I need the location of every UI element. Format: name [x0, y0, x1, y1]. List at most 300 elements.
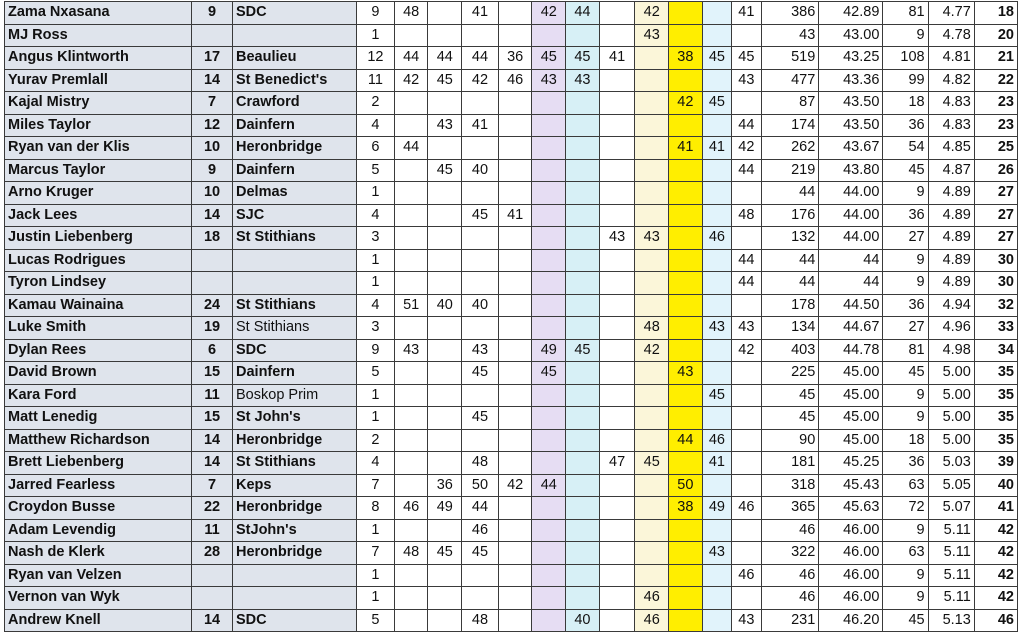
round-score	[702, 519, 731, 542]
per-hole-average: 5.11	[928, 564, 974, 587]
player-name: Brett Liebenberg	[5, 452, 192, 475]
par-total: 36	[883, 452, 928, 475]
round-score	[566, 204, 600, 227]
round-score	[732, 542, 761, 565]
round-score	[566, 92, 600, 115]
round-score	[532, 24, 566, 47]
player-age: 22	[192, 497, 233, 520]
rank: 30	[974, 249, 1017, 272]
rank: 33	[974, 317, 1017, 340]
round-score: 41	[599, 47, 635, 70]
table-row	[5, 452, 1018, 475]
round-score	[566, 519, 600, 542]
table-row	[5, 384, 1018, 407]
rank: 20	[974, 24, 1017, 47]
rounds-count: 3	[357, 317, 395, 340]
round-score	[394, 407, 428, 430]
average-score: 44	[819, 249, 883, 272]
round-score: 45	[428, 159, 462, 182]
round-score: 40	[462, 294, 499, 317]
round-score: 44	[566, 2, 600, 25]
player-name: MJ Ross	[5, 24, 192, 47]
total-score: 219	[761, 159, 819, 182]
player-age: 11	[192, 384, 233, 407]
round-score	[498, 92, 532, 115]
rank: 27	[974, 182, 1017, 205]
average-score: 42.89	[819, 2, 883, 25]
table-row	[5, 2, 1018, 25]
table-row	[5, 362, 1018, 385]
player-age: 14	[192, 204, 233, 227]
player-age: 10	[192, 182, 233, 205]
round-score: 46	[702, 429, 731, 452]
per-hole-average: 4.85	[928, 137, 974, 160]
player-name: Matt Lenedig	[5, 407, 192, 430]
table-row	[5, 182, 1018, 205]
average-score: 45.00	[819, 384, 883, 407]
round-score: 43	[532, 69, 566, 92]
round-score	[498, 362, 532, 385]
rounds-count: 3	[357, 227, 395, 250]
round-score: 42	[394, 69, 428, 92]
round-score: 46	[702, 227, 731, 250]
player-age: 19	[192, 317, 233, 340]
round-score	[599, 272, 635, 295]
player-club: Heronbridge	[233, 542, 357, 565]
round-score	[669, 114, 703, 137]
round-score	[498, 272, 532, 295]
total-score: 225	[761, 362, 819, 385]
round-score	[498, 407, 532, 430]
rank: 27	[974, 204, 1017, 227]
round-score: 44	[394, 137, 428, 160]
per-hole-average: 5.11	[928, 519, 974, 542]
round-score	[498, 497, 532, 520]
round-score: 41	[732, 2, 761, 25]
round-score	[732, 474, 761, 497]
player-name: Justin Liebenberg	[5, 227, 192, 250]
rank: 30	[974, 272, 1017, 295]
round-score	[532, 519, 566, 542]
round-score	[732, 384, 761, 407]
round-score: 48	[394, 542, 428, 565]
player-name: Jack Lees	[5, 204, 192, 227]
round-score	[532, 92, 566, 115]
round-score	[702, 204, 731, 227]
rounds-count: 4	[357, 294, 395, 317]
round-score: 38	[669, 497, 703, 520]
round-score	[532, 587, 566, 610]
round-score	[669, 294, 703, 317]
round-score	[532, 272, 566, 295]
table-row	[5, 92, 1018, 115]
round-score	[599, 474, 635, 497]
round-score: 45	[462, 407, 499, 430]
table-row	[5, 24, 1018, 47]
round-score: 41	[702, 452, 731, 475]
player-name: Vernon van Wyk	[5, 587, 192, 610]
rank: 42	[974, 564, 1017, 587]
average-score: 43.36	[819, 69, 883, 92]
round-score	[635, 159, 669, 182]
round-score	[566, 362, 600, 385]
round-score	[669, 159, 703, 182]
round-score	[669, 384, 703, 407]
player-club: St Stithians	[233, 227, 357, 250]
round-score	[702, 272, 731, 295]
total-score: 87	[761, 92, 819, 115]
round-score	[702, 587, 731, 610]
per-hole-average: 4.83	[928, 92, 974, 115]
round-score: 36	[428, 474, 462, 497]
round-score: 44	[669, 429, 703, 452]
player-age: 14	[192, 452, 233, 475]
player-name: Arno Kruger	[5, 182, 192, 205]
round-score	[498, 609, 532, 632]
par-total: 9	[883, 24, 928, 47]
table-row	[5, 47, 1018, 70]
round-score	[532, 114, 566, 137]
per-hole-average: 4.94	[928, 294, 974, 317]
rank: 35	[974, 362, 1017, 385]
average-score: 43.50	[819, 92, 883, 115]
round-score	[702, 362, 731, 385]
round-score	[702, 69, 731, 92]
player-name: Andrew Knell	[5, 609, 192, 632]
rounds-count: 12	[357, 47, 395, 70]
round-score	[599, 182, 635, 205]
round-score	[566, 114, 600, 137]
player-club: St Benedict's	[233, 69, 357, 92]
round-score: 45	[702, 92, 731, 115]
rounds-count: 7	[357, 542, 395, 565]
round-score: 42	[732, 339, 761, 362]
round-score	[669, 407, 703, 430]
round-score	[462, 429, 499, 452]
round-score	[394, 452, 428, 475]
rounds-count: 1	[357, 407, 395, 430]
round-score	[498, 587, 532, 610]
round-score: 46	[635, 587, 669, 610]
round-score	[498, 2, 532, 25]
round-score	[428, 182, 462, 205]
par-total: 63	[883, 474, 928, 497]
player-club: Dainfern	[233, 362, 357, 385]
round-score	[732, 227, 761, 250]
round-score: 46	[498, 69, 532, 92]
per-hole-average: 4.96	[928, 317, 974, 340]
rounds-count: 4	[357, 452, 395, 475]
player-name: Ryan van der Klis	[5, 137, 192, 160]
par-total: 9	[883, 384, 928, 407]
round-score	[532, 429, 566, 452]
par-total: 72	[883, 497, 928, 520]
rounds-count: 9	[357, 339, 395, 362]
player-club	[233, 24, 357, 47]
player-name: Luke Smith	[5, 317, 192, 340]
per-hole-average: 4.89	[928, 204, 974, 227]
round-score	[599, 362, 635, 385]
total-score: 132	[761, 227, 819, 250]
round-score	[462, 249, 499, 272]
round-score	[732, 24, 761, 47]
player-age: 15	[192, 362, 233, 385]
rounds-count: 2	[357, 429, 395, 452]
player-club: SDC	[233, 609, 357, 632]
rounds-count: 11	[357, 69, 395, 92]
round-score: 42	[635, 339, 669, 362]
round-score	[669, 317, 703, 340]
table-row	[5, 519, 1018, 542]
round-score	[428, 227, 462, 250]
round-score: 45	[732, 47, 761, 70]
round-score: 43	[394, 339, 428, 362]
round-score: 46	[732, 497, 761, 520]
par-total: 9	[883, 272, 928, 295]
round-score	[428, 429, 462, 452]
round-score	[498, 317, 532, 340]
round-score: 44	[732, 272, 761, 295]
player-age: 12	[192, 114, 233, 137]
round-score	[428, 249, 462, 272]
round-score: 43	[732, 317, 761, 340]
round-score	[532, 384, 566, 407]
round-score	[394, 609, 428, 632]
player-age: 7	[192, 92, 233, 115]
total-score: 178	[761, 294, 819, 317]
table-row	[5, 429, 1018, 452]
round-score	[394, 182, 428, 205]
round-score: 43	[669, 362, 703, 385]
round-score	[498, 137, 532, 160]
round-score	[635, 92, 669, 115]
round-score	[599, 429, 635, 452]
round-score: 43	[635, 227, 669, 250]
total-score: 262	[761, 137, 819, 160]
rounds-count: 1	[357, 519, 395, 542]
per-hole-average: 5.00	[928, 429, 974, 452]
round-score: 42	[462, 69, 499, 92]
table-row	[5, 159, 1018, 182]
round-score	[428, 339, 462, 362]
round-score: 44	[462, 47, 499, 70]
player-club: Boskop Prim	[233, 384, 357, 407]
round-score	[428, 24, 462, 47]
round-score: 43	[428, 114, 462, 137]
round-score: 46	[462, 519, 499, 542]
par-total: 45	[883, 609, 928, 632]
total-score: 45	[761, 407, 819, 430]
round-score	[532, 227, 566, 250]
round-score	[428, 384, 462, 407]
par-total: 81	[883, 339, 928, 362]
player-club	[233, 249, 357, 272]
table-row	[5, 294, 1018, 317]
player-club	[233, 564, 357, 587]
round-score: 41	[462, 114, 499, 137]
player-name: Dylan Rees	[5, 339, 192, 362]
per-hole-average: 5.11	[928, 542, 974, 565]
round-score: 40	[428, 294, 462, 317]
player-club: Dainfern	[233, 114, 357, 137]
rounds-count: 7	[357, 474, 395, 497]
total-score: 90	[761, 429, 819, 452]
round-score	[669, 69, 703, 92]
par-total: 27	[883, 317, 928, 340]
results-body	[5, 2, 1018, 632]
round-score: 48	[635, 317, 669, 340]
round-score	[669, 182, 703, 205]
round-score: 43	[732, 69, 761, 92]
round-score	[566, 249, 600, 272]
round-score	[635, 294, 669, 317]
round-score	[669, 204, 703, 227]
round-score: 44	[732, 249, 761, 272]
round-score	[532, 542, 566, 565]
par-total: 18	[883, 429, 928, 452]
round-score: 45	[566, 339, 600, 362]
player-name: David Brown	[5, 362, 192, 385]
round-score: 45	[566, 47, 600, 70]
player-age: 15	[192, 407, 233, 430]
player-club: Heronbridge	[233, 497, 357, 520]
average-score: 45.63	[819, 497, 883, 520]
table-row	[5, 204, 1018, 227]
round-score: 42	[635, 2, 669, 25]
round-score: 42	[669, 92, 703, 115]
round-score	[428, 407, 462, 430]
round-score	[498, 429, 532, 452]
par-total: 36	[883, 294, 928, 317]
rank: 40	[974, 474, 1017, 497]
round-score: 43	[702, 542, 731, 565]
par-total: 63	[883, 542, 928, 565]
total-score: 519	[761, 47, 819, 70]
table-row	[5, 249, 1018, 272]
rounds-count: 5	[357, 609, 395, 632]
rounds-count: 1	[357, 272, 395, 295]
round-score	[635, 384, 669, 407]
round-score: 44	[462, 497, 499, 520]
round-score	[635, 474, 669, 497]
total-score: 231	[761, 609, 819, 632]
round-score	[462, 137, 499, 160]
rank: 34	[974, 339, 1017, 362]
total-score: 44	[761, 249, 819, 272]
player-club: Delmas	[233, 182, 357, 205]
round-score: 44	[532, 474, 566, 497]
round-score	[702, 249, 731, 272]
average-score: 46.00	[819, 564, 883, 587]
round-score	[532, 182, 566, 205]
rank: 41	[974, 497, 1017, 520]
table-row	[5, 407, 1018, 430]
average-score: 43.67	[819, 137, 883, 160]
round-score	[635, 519, 669, 542]
player-name: Nash de Klerk	[5, 542, 192, 565]
round-score: 45	[702, 384, 731, 407]
round-score	[394, 227, 428, 250]
round-score	[669, 564, 703, 587]
round-score: 41	[669, 137, 703, 160]
round-score: 49	[428, 497, 462, 520]
round-score: 48	[732, 204, 761, 227]
round-score	[428, 587, 462, 610]
player-age: 7	[192, 474, 233, 497]
player-club: Heronbridge	[233, 429, 357, 452]
rank: 39	[974, 452, 1017, 475]
per-hole-average: 5.07	[928, 497, 974, 520]
results-table	[4, 1, 1018, 632]
par-total: 9	[883, 407, 928, 430]
per-hole-average: 5.00	[928, 362, 974, 385]
round-score	[599, 519, 635, 542]
player-age: 6	[192, 339, 233, 362]
player-club: Crawford	[233, 92, 357, 115]
par-total: 81	[883, 2, 928, 25]
per-hole-average: 4.83	[928, 114, 974, 137]
round-score: 49	[702, 497, 731, 520]
round-score	[428, 317, 462, 340]
round-score	[635, 204, 669, 227]
round-score	[599, 249, 635, 272]
round-score	[732, 429, 761, 452]
round-score	[428, 204, 462, 227]
round-score: 47	[599, 452, 635, 475]
round-score	[599, 587, 635, 610]
rank: 26	[974, 159, 1017, 182]
player-age: 9	[192, 159, 233, 182]
rounds-count: 5	[357, 159, 395, 182]
round-score	[498, 182, 532, 205]
round-score	[635, 564, 669, 587]
round-score	[669, 519, 703, 542]
total-score: 134	[761, 317, 819, 340]
round-score	[599, 609, 635, 632]
round-score	[428, 272, 462, 295]
round-score: 44	[394, 47, 428, 70]
round-score	[732, 519, 761, 542]
round-score	[498, 24, 532, 47]
round-score	[462, 182, 499, 205]
total-score: 176	[761, 204, 819, 227]
round-score: 48	[462, 452, 499, 475]
total-score: 46	[761, 587, 819, 610]
total-score: 174	[761, 114, 819, 137]
par-total: 54	[883, 137, 928, 160]
round-score	[702, 407, 731, 430]
total-score: 181	[761, 452, 819, 475]
round-score	[394, 114, 428, 137]
round-score	[394, 384, 428, 407]
player-age: 24	[192, 294, 233, 317]
player-age: 9	[192, 2, 233, 25]
round-score: 44	[732, 114, 761, 137]
round-score	[394, 317, 428, 340]
round-score	[498, 542, 532, 565]
player-name: Yurav Premlall	[5, 69, 192, 92]
per-hole-average: 5.05	[928, 474, 974, 497]
round-score: 43	[599, 227, 635, 250]
round-score	[498, 159, 532, 182]
table-row	[5, 609, 1018, 632]
player-name: Tyron Lindsey	[5, 272, 192, 295]
round-score	[732, 452, 761, 475]
round-score: 45	[428, 69, 462, 92]
round-score: 45	[532, 47, 566, 70]
round-score	[532, 317, 566, 340]
table-row	[5, 564, 1018, 587]
